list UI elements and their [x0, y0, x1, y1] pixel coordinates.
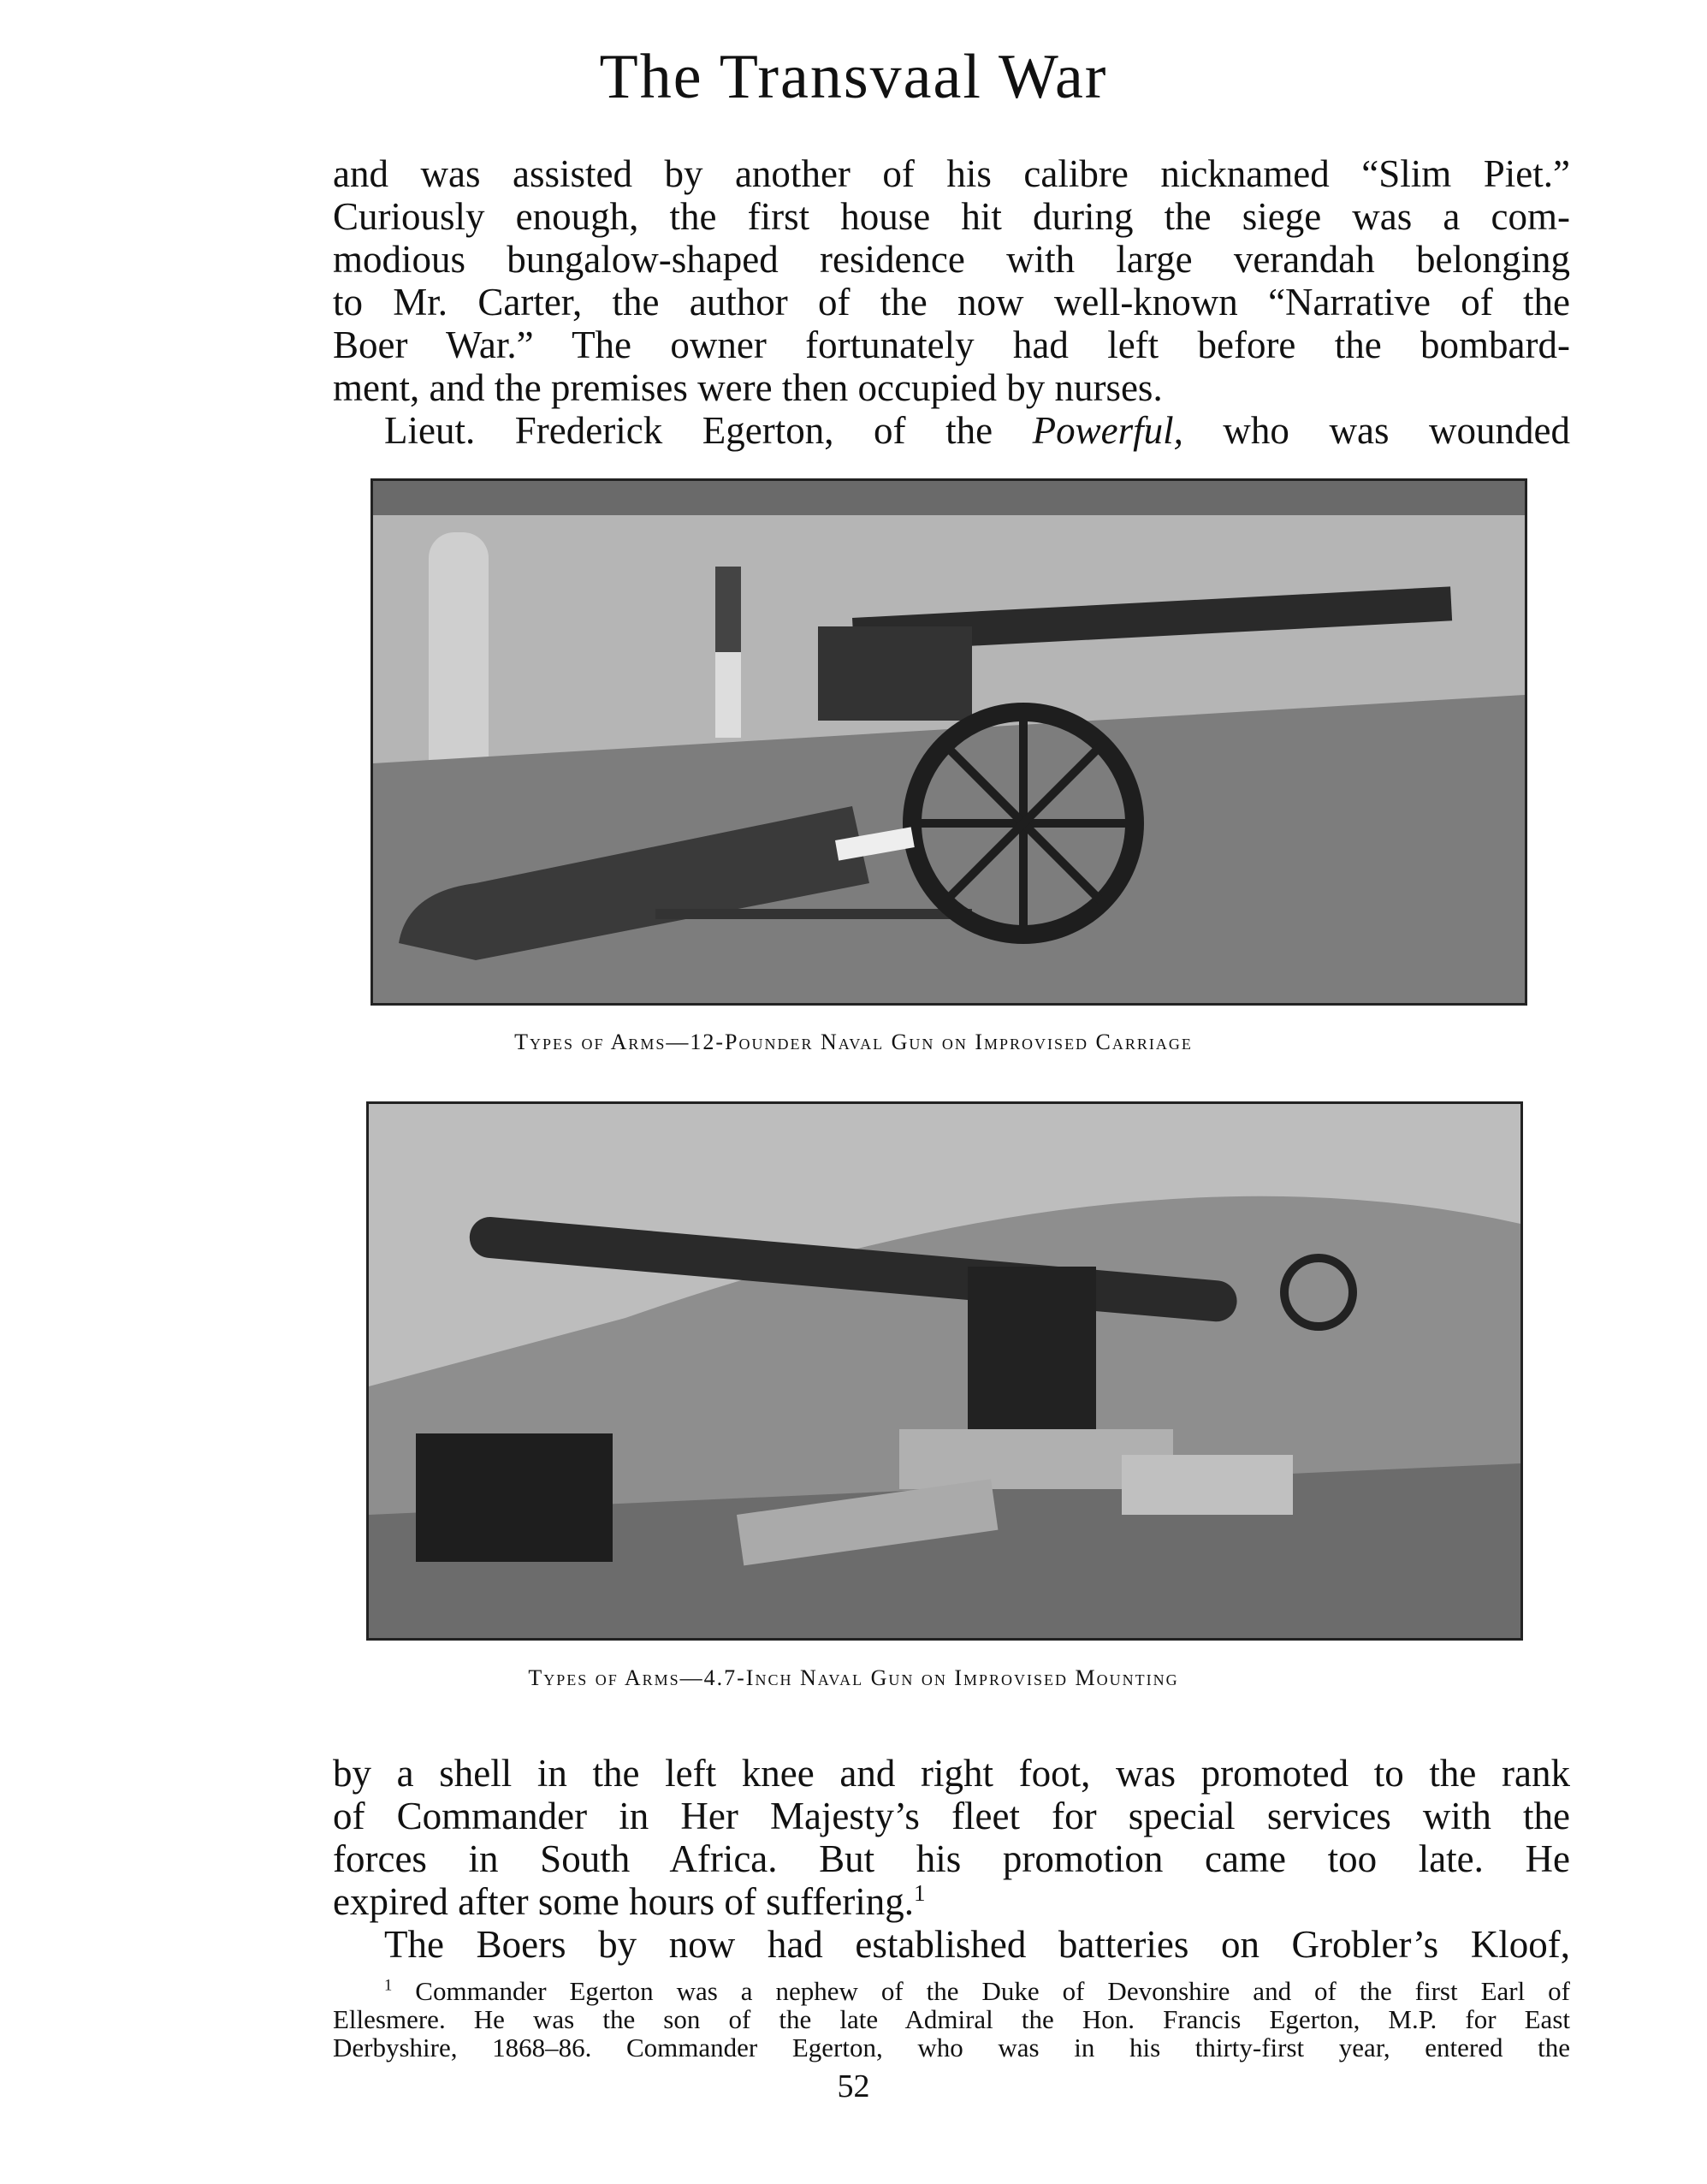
ship-name: Powerful,: [1032, 409, 1183, 452]
photo-12-pounder-gun: [370, 478, 1527, 1006]
footnote-marker: 1: [384, 1976, 393, 1995]
text-span: expired after some hours of suffering.: [333, 1880, 914, 1923]
text-span: Commander Egerton was a nephew of the Duke of Devonshire and of the first Earl of: [415, 1976, 1571, 2006]
footnote-line: [333, 1977, 1570, 2005]
text-line: of Commander in Her Majesty’s fleet for special services with the: [333, 1795, 1570, 1837]
figure-caption: Types of Arms—4.7-Inch Naval Gun on Improvised Mounting: [528, 1665, 1179, 1690]
text-span: who was wounded: [1182, 409, 1570, 452]
body-text-bottom: [333, 1752, 1570, 1966]
page-title: The Transvaal War: [599, 42, 1108, 112]
text-line: forces in South Africa. But his promotion came too late. He: [333, 1837, 1570, 1880]
text-line: to Mr. Carter, the author of the now well-known “Narrative of the: [333, 281, 1570, 323]
text-line: and was assisted by another of his calibre nicknamed “Slim Piet.”: [333, 152, 1570, 195]
page-number: 52: [837, 2068, 870, 2104]
text-line: ment, and the premises were then occupied by nurses.: [333, 366, 1163, 409]
text-span: Lieut. Frederick Egerton, of the: [384, 409, 1033, 452]
text-line: [333, 409, 1570, 452]
text-line: Boer War.” The owner fortunately had left before the bombard-: [333, 323, 1570, 366]
footnote-line: Derbyshire, 1868–86. Commander Egerton, who was in his thirty-first year, entered the: [333, 2033, 1570, 2062]
footnote-line: Ellesmere. He was the son of the late Admiral the Hon. Francis Egerton, M.P. for East: [333, 2004, 1570, 2034]
body-text-top: [333, 152, 1570, 452]
footnote: [333, 1977, 1570, 2062]
text-line: Curiously enough, the first house hit during the siege was a com-: [333, 195, 1570, 238]
text-line: [333, 1880, 1570, 1923]
text-line: modious bungalow-shaped residence with large verandah belonging: [333, 238, 1570, 281]
text-line: by a shell in the left knee and right foot, was promoted to the rank: [333, 1752, 1570, 1795]
figure-caption: Types of Arms—12-Pounder Naval Gun on Improvised Carriage: [514, 1030, 1193, 1054]
text-line: The Boers by now had established batteries on Grobler’s Kloof,: [384, 1923, 1570, 1966]
footnote-reference[interactable]: 1: [913, 1880, 926, 1906]
photo-4-7-inch-gun: [366, 1101, 1523, 1641]
